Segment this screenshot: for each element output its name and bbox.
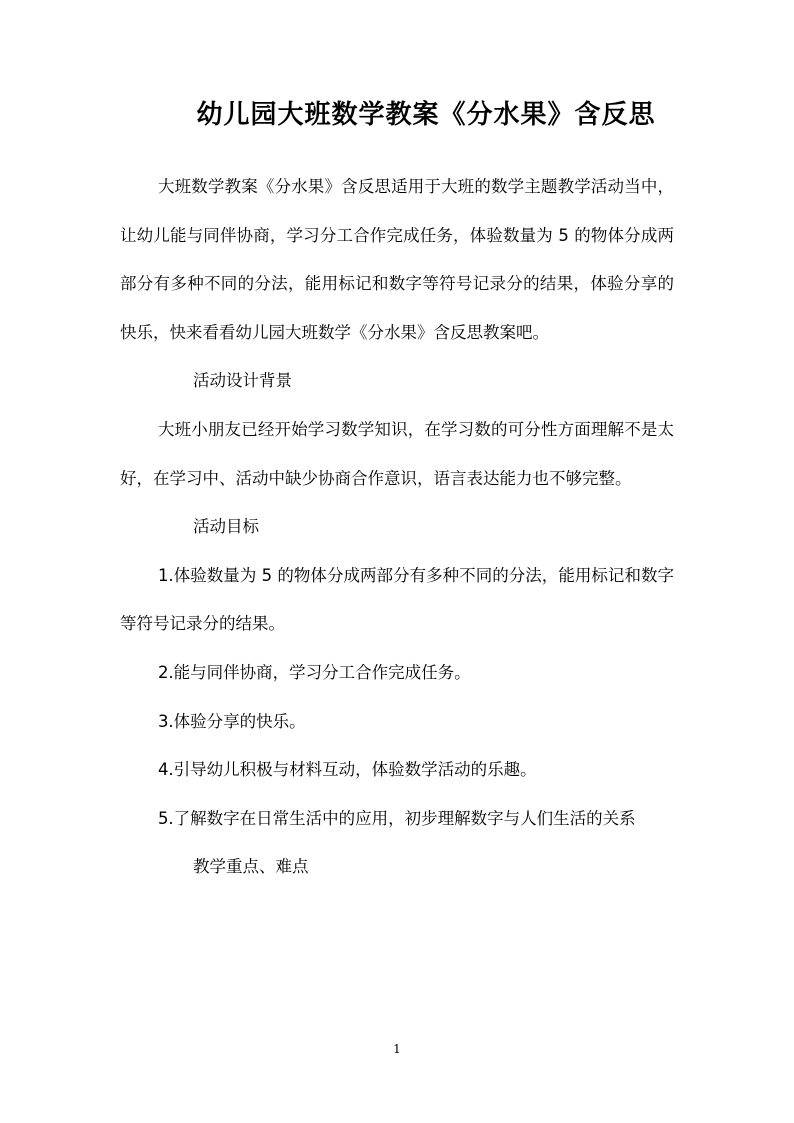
section-heading-key-points: 教学重点、难点 [193,857,309,877]
document-body [120,163,674,892]
section-heading-goals: 活动目标 [193,517,259,537]
goal-item-2: 2.能与同伴协商，学习分工合作完成任务。 [157,662,471,682]
goal-item-1: 1.体验数量为 5 的物体分成两部分有多种不同的分法，能用标记和数字等符号记录分的结果。 [120,565,674,634]
page-number: 1 [393,1042,401,1056]
goal-item-3: 3.体验分享的快乐。 [157,711,306,731]
background-paragraph: 大班小朋友已经开始学习数学知识，在学习数的可分性方面理解不是太好，在学习中、活动中缺少协商合作意识，语言表达能力也不够完整。 [120,419,674,488]
document-title: 幼儿园大班数学教案《分水果》含反思 [196,100,656,130]
goal-item-4: 4.引导幼儿积极与材料互动，体验数学活动的乐趣。 [157,760,537,780]
section-heading-background: 活动设计背景 [193,371,292,391]
intro-paragraph: 大班数学教案《分水果》含反思适用于大班的数学主题教学活动当中，让幼儿能与同伴协商，学习分工合作完成任务，体验数量为 5 的物体分成两部分有多种不同的分法，能用标记和数字等符号记录分的结果，体验分享的快乐，快来看看幼儿园大班数学《分水果》含反思教案吧。 [120,177,674,342]
goal-item-5: 5.了解数字在日常生活中的应用，初步理解数字与人们生活的关系 [157,808,636,828]
